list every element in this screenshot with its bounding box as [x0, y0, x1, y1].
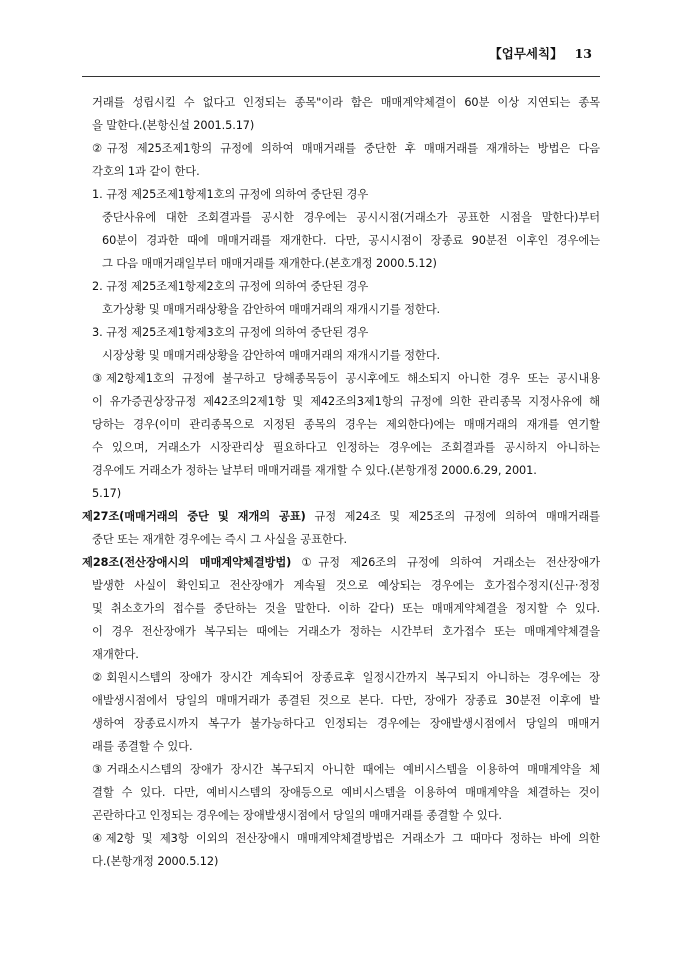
list-item-heading: 3. 규정 제25조제1항제3호의 규정에 의하여 중단된 경우: [92, 326, 369, 339]
list-item-heading: 2. 규정 제25조제1항제2호의 규정에 의하여 중단된 경우: [92, 280, 369, 293]
article-28-title: 제28조(전산장애시의 매매계약체결방법): [82, 556, 292, 569]
text-line: 중단사유에 대한 조회결과를 공시한 경우에는 공시시점(거래소가 공표한 시점을 말한다)부터: [102, 211, 600, 224]
text-line: 을 말한다.(본항신설 2001.5.17): [92, 119, 255, 132]
text-line: 곤란하다고 인정되는 경우에는 장애발생시점에서 당일의 매매거래를 종결할 수 있다.: [92, 809, 502, 822]
text-line: 5.17): [92, 487, 122, 500]
text-line: ③제2항제1호의 규정에 불구하고 당해종목등이 공시후에도 해소되지 아니한 경우 또는 공시내용: [92, 372, 600, 385]
article-27-title: 제27조(매매거래의 중단 및 재개의 공표): [82, 510, 306, 523]
text-line: 애발생시점에서 당일의 매매거래가 종결된 것으로 본다. 다만, 장애가 장종료 30분전 이후에 발: [92, 694, 600, 707]
text-line: 이 경우 전산장애가 복구되는 때에는 거래소가 정하는 시간부터 호가접수 또는 매매계약체결을: [92, 625, 600, 638]
page-number: 13: [574, 46, 592, 61]
page-header: [489, 44, 592, 62]
text-line: 당하는 경우(이미 관리종목으로 지정된 종목의 경우는 제외한다)에는 매매거래의 재개를 연기할: [92, 418, 600, 431]
text-line: ②회원시스템의 장애가 장시간 계속되어 장종료후 일정시간까지 복구되지 아니하는 경우에는 장: [92, 671, 600, 684]
text-line: 수 있으며, 거래소가 시장관리상 필요하다고 인정하는 경우에는 조회결과를 공시하지 아니하는: [92, 441, 600, 454]
text-line: 생하여 장종료시까지 복구가 불가능하다고 인정되는 경우에는 장애발생시점에서 당일의 매매거: [92, 717, 600, 730]
article-28-line: 제28조(전산장애시의 매매계약체결방법) ①규정 제26조의 규정에 의하여 거래소는 전산장애가: [82, 556, 600, 569]
text-line: 재개한다.: [92, 648, 139, 661]
text-line: 발생한 사실이 확인되고 전산장애가 계속될 것으로 예상되는 경우에는 호가접수정지(신규·정정: [92, 579, 600, 592]
text-line: ③거래소시스템의 장애가 장시간 복구되지 아니한 때에는 예비시스템을 이용하여 매매계약을 체: [92, 763, 600, 776]
text-line: 중단 또는 재개한 경우에는 즉시 그 사실을 공표한다.: [92, 533, 347, 546]
text-line: 시장상황 및 매매거래상황을 감안하여 매매거래의 재개시기를 정한다.: [102, 349, 441, 362]
text-line: 그 다음 매매거래일부터 매매거래를 재개한다.(본호개정 2000.5.12): [102, 257, 437, 270]
text-line: 이 유가증권상장규정 제42조의2제1항 및 제42조의3제1항의 규정에 의한 관리종목 지정사유에 해: [92, 395, 600, 408]
text-line: 호가상황 및 매매거래상황을 감안하여 매매거래의 재개시기를 정한다.: [102, 303, 441, 316]
text-line: 거래를 성립시킬 수 없다고 인정되는 종목"이라 함은 매매계약체결이 60분 이상 지연되는 종목: [92, 96, 600, 109]
text-line: ②규정 제25조제1항의 규정에 의하여 매매거래를 중단한 후 매매거래를 재개하는 방법은 다음: [92, 142, 600, 155]
text-line: ④제2항 및 제3항 이외의 전산장애시 매매계약체결방법은 거래소가 그 때마다 정하는 바에 의한: [92, 832, 600, 845]
article-27-line: 제27조(매매거래의 중단 및 재개의 공표) 규정 제24조 및 제25조의 규정에 의하여 매매거래를: [82, 510, 600, 523]
header-rule: [82, 76, 600, 77]
text-line: 경우에도 거래소가 정하는 날부터 매매거래를 재개할 수 있다.(본항개정 2000.6.29, 2001.: [92, 464, 537, 477]
text-line: 다.(본항개정 2000.5.12): [92, 855, 219, 868]
text-line: 래를 종결할 수 있다.: [92, 740, 193, 753]
section-title: 【업무세칙】: [489, 46, 563, 61]
list-item-heading: 1. 규정 제25조제1항제1호의 규정에 의하여 중단된 경우: [92, 188, 369, 201]
text-line: 각호의 1과 같이 한다.: [92, 165, 200, 178]
text-line: 및 취소호가의 접수를 중단하는 것을 말한다. 이하 같다) 또는 매매계약체결을 정지할 수 있다.: [92, 602, 600, 615]
text-line: 60분이 경과한 때에 매매거래를 재개한다. 다만, 공시시점이 장종료 90분전 이후인 경우에는: [102, 234, 600, 247]
text-line: 결할 수 있다. 다만, 예비시스템의 장애등으로 예비시스템을 이용하여 매매계약을 체결하는 것이: [92, 786, 600, 799]
